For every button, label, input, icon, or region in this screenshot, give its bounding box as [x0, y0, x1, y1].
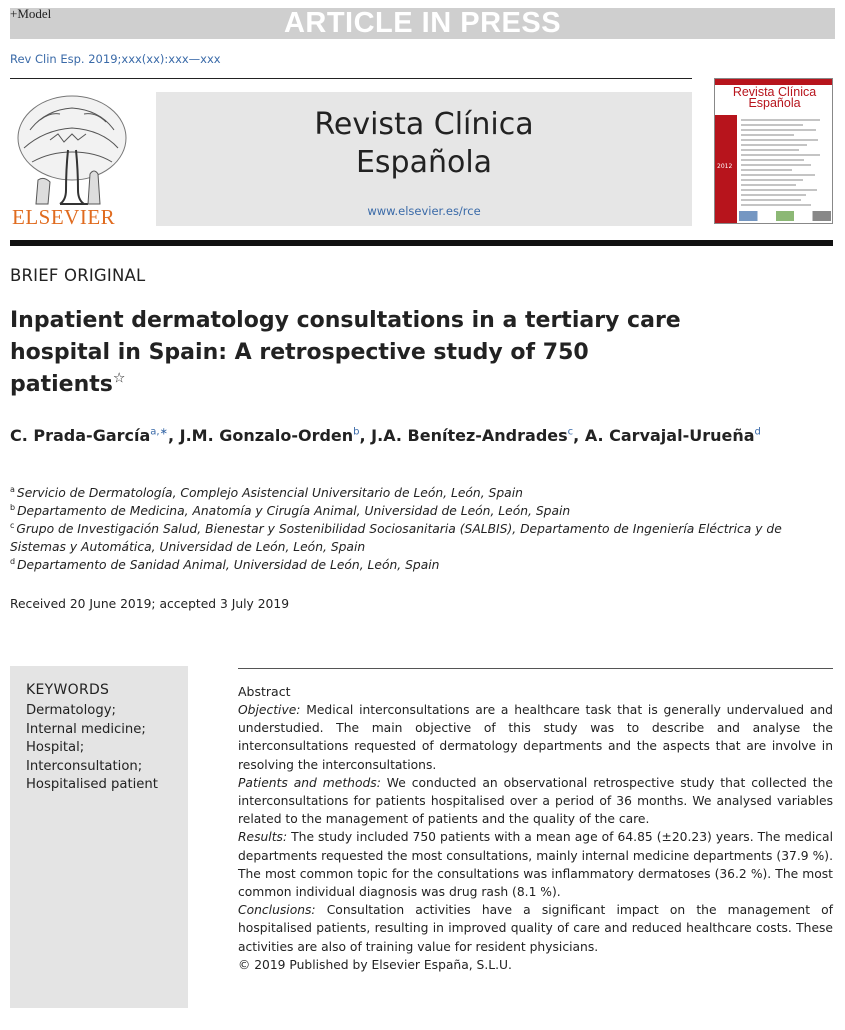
abstract-copyright: © 2019 Published by Elsevier España, S.L.U.	[238, 957, 512, 972]
affiliation-mark: a	[10, 484, 15, 494]
journal-name	[156, 106, 692, 182]
keyword-item: Dermatology;	[26, 703, 116, 718]
elsevier-wordmark: ELSEVIER	[12, 205, 116, 229]
author-affiliation-link[interactable]: d	[754, 426, 761, 438]
cover-sponsor-logos	[739, 211, 831, 221]
author-name: C. Prada-García	[10, 426, 151, 445]
author-separator: ,	[359, 426, 372, 445]
article-title	[10, 305, 710, 401]
abstract-objective	[238, 701, 833, 774]
abstract-results-label: Results:	[238, 830, 288, 845]
journal-name-line2: Española	[355, 145, 493, 180]
affiliation-item	[10, 520, 830, 556]
author-separator: ,	[573, 426, 585, 445]
press-banner-text: ARTICLE IN PRESS	[283, 7, 562, 39]
affiliation-item	[10, 556, 830, 574]
keyword-item: Hospitalised patient	[26, 777, 158, 792]
journal-url-link[interactable]: www.elsevier.es/rce	[367, 204, 481, 218]
abstract-methods	[238, 774, 833, 829]
keyword-item: Interconsultation;	[26, 758, 143, 774]
cover-text-lines	[741, 119, 829, 209]
abstract-methods-label: Patients and methods:	[238, 775, 381, 790]
author-list	[10, 426, 761, 445]
cover-title-line2: Española	[748, 96, 801, 110]
affiliation-text: Departamento de Sanidad Animal, Universidad de León, León, Spain	[17, 558, 440, 572]
masthead-divider	[10, 240, 833, 246]
keywords-list	[26, 702, 158, 795]
affiliation-text: Departamento de Medicina, Anatomía y Cirugía Animal, Universidad de León, León, Spain	[17, 504, 571, 518]
abstract-conclusions	[238, 901, 833, 956]
keyword-item: Internal medicine;	[26, 721, 146, 737]
affiliation-item	[10, 502, 830, 520]
abstract-objective-label: Objective:	[238, 703, 301, 717]
journal-masthead	[156, 92, 692, 226]
abstract-body	[238, 701, 833, 974]
article-section-label: BRIEF ORIGINAL	[10, 266, 146, 285]
affiliation-mark: d	[10, 556, 16, 566]
affiliation-text: Servicio de Dermatología, Complejo Asistencial Universitario de León, León, Spain	[16, 486, 523, 500]
abstract-rule	[238, 668, 833, 669]
keyword-item: Hospital;	[26, 740, 85, 755]
keywords-box	[10, 666, 188, 1008]
affiliation-text: Grupo de Investigación Salud, Bienestar y Sostenibilidad Sociosanitaria (SALBIS), Departamento de Ingeniería Eléctrica y de Sistemas y Automática, Universidad de León, León, Spain	[10, 522, 782, 554]
journal-name-line1: Revista Clínica	[314, 107, 534, 142]
cover-year: 2012	[717, 163, 733, 170]
affiliation-mark: c	[10, 520, 15, 530]
abstract-objective-text: Medical interconsultations are a healthcare task that is generally undervalued and understudied. The main objective of this study was to describe and analyse the interconsultations requested of dermatology departments and the aspects that are involve in resolving the interconsultations.	[238, 703, 833, 772]
received-dates: Received 20 June 2019; accepted 3 July 2019	[10, 597, 290, 611]
abstract-conclusions-label: Conclusions:	[238, 903, 316, 918]
cover-side-band	[715, 115, 737, 224]
header-rule	[10, 78, 692, 79]
author-name: J.M. Gonzalo-Orden	[179, 426, 354, 445]
cover-title	[719, 87, 830, 109]
affiliation-list	[10, 484, 830, 574]
article-in-press-banner	[10, 8, 835, 39]
author-affiliation-link[interactable]: c	[567, 426, 574, 438]
author-affiliation-link[interactable]: a,∗	[150, 426, 168, 438]
author-affiliation-link[interactable]: b	[353, 426, 360, 438]
abstract-methods-text: We conducted an observational retrospective study that collected the interconsultations for patients hospitalised over a period of 36 months. We analysed variables related to the management of patients and the quality of the care.	[238, 775, 833, 827]
affiliation-mark: b	[10, 502, 16, 512]
journal-citation-link[interactable]: Rev Clin Esp. 2019;xxx(xx):xxx—xxx	[10, 52, 221, 66]
model-label: +Model	[10, 6, 52, 21]
keywords-heading: KEYWORDS	[26, 682, 110, 698]
abstract-results-text: The study included 750 patients with a mean age of 64.85 (±20.23) years. The medical departments requested the most consultations, mainly internal medicine departments (37.9 %). The most common topic for the consultations was inflammatory dermatoses (36.2 %). The most common individual diagnosis was drug rash (8.1 %).	[238, 830, 833, 900]
abstract-conclusions-text: Consultation activities have a significant impact on the management of hospitalised patients, resulting in improved quality of care and reduced healthcare costs. These activities are also of training value for resident physicians.	[238, 903, 833, 954]
abstract-results	[238, 828, 833, 901]
abstract-heading: Abstract	[238, 684, 291, 699]
cover-title-line1: Revista Clínica	[732, 85, 817, 99]
title-footnote-star-icon[interactable]: ☆	[112, 370, 126, 387]
author-name: J.A. Benítez-Andrades	[371, 426, 568, 445]
article-title-text: Inpatient dermatology consultations in a tertiary care hospital in Spain: A retrospective study of 750 patients	[10, 308, 681, 397]
author-separator: ,	[167, 426, 180, 445]
author-name: A. Carvajal-Urueña	[584, 426, 755, 445]
affiliation-item	[10, 484, 830, 502]
journal-cover-thumbnail[interactable]	[714, 78, 833, 224]
